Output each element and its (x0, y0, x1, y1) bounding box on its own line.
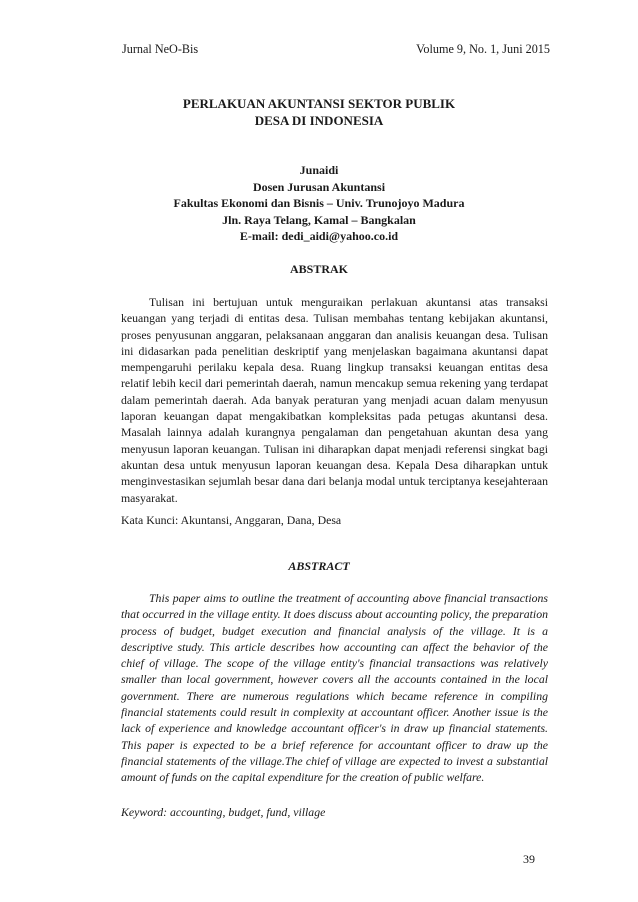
author-email: E-mail: dedi_aidi@yahoo.co.id (239, 229, 399, 243)
abstrak-keywords: Kata Kunci: Akuntansi, Anggaran, Dana, Desa (121, 513, 342, 527)
volume-info: Volume 9, No. 1, Juni 2015 (416, 42, 550, 56)
author-name: Junaidi (299, 163, 339, 177)
abstrak-body: Tulisan ini bertujuan untuk menguraikan perlakuan akuntansi atas transaksi keuangan yang terjadi di entitas desa. Tulisan membahas tentang kebijakan akuntansi, proses penyusunan anggaran, pelaksanaan anggaran dan analisis keuangan desa. Tulisan ini didasarkan pada penelitian deskriptif yang menjelaskan bagaimana akuntansi dapat mempengaruhi perilaku kepala desa. Ruang lingkup transaksi keuangan entitas desa relatif lebih kecil dari pemerintah daerah, namun mencakup semua rekening yang terdapat dalam pemerintah daerah. Ada banyak peraturan yang menjadi acuan dalam menyusun laporan keuangan dapat mengakibatkan kompleksitas pada petugas akuntansi desa. Masalah lainnya adalah kurangnya pengalaman dan pengetahuan akuntan desa yang menyusun laporan keuangan. Tulisan ini diharapkan dapat menjadi referensi singkat bagi akuntan desa untuk menyusun laporan keuangan desa. Kepala Desa diharapkan untuk menginvestasikan sejumlah besar dana dari belanja modal untuk terciptanya kesejahteraan masyarakat. (121, 295, 548, 505)
title-line-2: DESA DI INDONESIA (254, 113, 384, 128)
journal-name: Jurnal NeO-Bis (122, 42, 199, 56)
author-faculty: Fakultas Ekonomi dan Bisnis – Univ. Trunojoyo Madura (173, 196, 465, 210)
author-position: Dosen Jurusan Akuntansi (252, 179, 386, 194)
title-line-1: PERLAKUAN AKUNTANSI SEKTOR PUBLIK (182, 96, 456, 111)
abstract-keywords: Keyword: accounting, budget, fund, village (121, 805, 326, 819)
page-number: 39 (523, 852, 535, 866)
abstrak-heading: ABSTRAK (289, 262, 348, 276)
paper-title (0, 95, 638, 129)
abstract-heading: ABSTRACT (288, 559, 350, 573)
author-block (0, 162, 638, 245)
abstract-body: This paper aims to outline the treatment of accounting above financial transactions that occurred in the village entity. It does discuss about accounting policy, the preparation process of budget, budget execution and financial analysis of the village. It is a descriptive study. This article describes how accounting can affect the behavior of the chief of village. The scope of the village entity's financial transactions was relatively smaller than local government, however covers all the accounts contained in the local government. There are numerous regulations which became reference in compiling financial statements could result in complexity at accountant officer. Another issue is the lack of experience and knowledge accountant officer's in draw up financial statements. This paper is expected to be a brief reference for accountant officer to draw up the financial statements of the village.The chief of village are expected to invest a substantial amount of funds on the capital expenditure for the creation of public welfare. (121, 591, 548, 785)
author-address: Jln. Raya Telang, Kamal – Bangkalan (222, 212, 416, 227)
